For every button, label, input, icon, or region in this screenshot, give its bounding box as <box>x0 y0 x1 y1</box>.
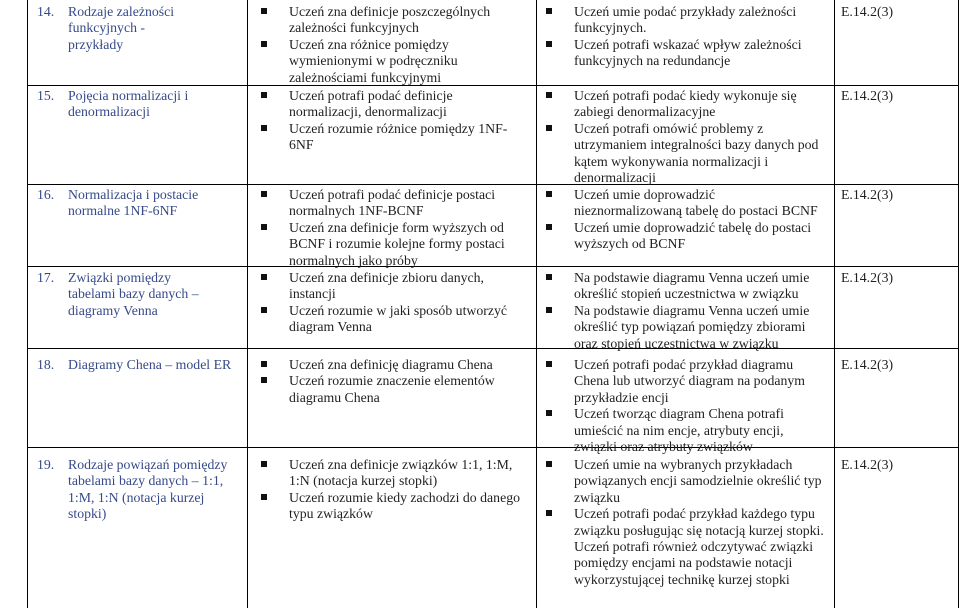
basic-goal-item <box>289 121 521 154</box>
extended-goals-list <box>574 187 826 253</box>
topic-cell: Rodzaje powiązań pomiędzy tabelami bazy danych – 1:1, 1:M, 1:N (notacja kurzej stopki) <box>68 457 228 522</box>
column-divider <box>27 0 28 608</box>
basic-goal-item <box>289 88 521 121</box>
basic-goal-text: Uczeń potrafi podać definicje postaci normalnych 1NF-BCNF <box>289 187 496 219</box>
basic-goals-list <box>289 4 521 86</box>
basic-goals-list <box>289 457 521 523</box>
topic-cell: Pojęcia normalizacji i denormalizacji <box>68 88 189 120</box>
basic-goal-text: Uczeń potrafi podać definicje normalizacji, denormalizacji <box>289 88 453 120</box>
row-number: 14. <box>37 4 55 19</box>
extended-goal-text: Uczeń umie doprowadzić nieznormalizowaną tabelę do postaci BCNF <box>574 187 818 219</box>
basic-goal-text: Uczeń rozumie kiedy zachodzi do danego typu związków <box>289 489 520 522</box>
basic-goal-item <box>289 4 521 37</box>
basic-goal-text: Uczeń zna definicje form wyższych od BCNF i rozumie kolejne formy postaci normalnych jako próby <box>289 219 505 268</box>
basic-goal-text: Uczeń zna różnice pomiędzy wymienionymi w podręczniku zależnościami funkcyjnymi <box>289 36 458 85</box>
extended-goals-list <box>574 457 826 588</box>
basic-goal-text: Uczeń zna definicje zbioru danych, instancji <box>289 270 484 302</box>
extended-goal-item <box>574 303 826 352</box>
basic-goal-text: Uczeń zna definicję diagramu Chena <box>289 357 493 372</box>
basic-goal-text: Uczeń zna definicje poszczególnych zależności funkcyjnych <box>289 4 491 36</box>
topic-cell: Związki pomiędzy tabelami bazy danych – diagramy Venna <box>68 270 199 318</box>
extended-goals-list <box>574 357 826 455</box>
basic-goal-item <box>289 357 521 373</box>
basic-goals-list <box>289 88 521 154</box>
extended-goal-item <box>574 457 826 506</box>
basic-goal-item <box>289 187 521 220</box>
extended-goal-text: Uczeń umie doprowadzić tabelę do postaci wyższych od BCNF <box>574 219 812 252</box>
extended-goal-text: Uczeń potrafi podać przykład każdego typu związku posługując się notacją kurzej stopki. Uczeń potrafi również odczytywać związki pomiędzy encjami na podstawie notacji wykorzystującej technikę kurzej stopki <box>574 506 824 587</box>
extended-goal-text: Uczeń potrafi podać przykład diagramu Chena lub utworzyć diagram na podanym przykładzie encji <box>574 357 806 405</box>
extended-goals-list <box>574 88 826 186</box>
extended-goal-item <box>574 406 826 455</box>
basic-goal-text: Uczeń rozumie w jaki sposób utworzyć diagram Venna <box>289 302 508 335</box>
extended-goal-text: Uczeń potrafi wskazać wpływ zależności funkcyjnych na redundancje <box>574 36 802 69</box>
row-number: 16. <box>37 187 55 202</box>
extended-goal-text: Na podstawie diagramu Venna uczeń umie określić typ powiązań pomiędzy zbiorami oraz stopień uczestnictwa w związku <box>574 302 810 351</box>
requirement-code: E.14.2(3) <box>841 457 894 472</box>
extended-goal-text: Na podstawie diagramu Venna uczeń umie określić stopień uczestnictwa w związku <box>574 270 810 302</box>
extended-goal-text: Uczeń tworząc diagram Chena potrafi umieścić na nim encje, atrybuty encji, związki oraz atrybuty związków <box>574 406 784 455</box>
basic-goal-item <box>289 457 521 490</box>
extended-goal-text: Uczeń umie podać przykłady zależności funkcyjnych. <box>574 4 797 36</box>
column-divider <box>247 0 248 608</box>
column-divider <box>834 0 835 608</box>
basic-goals-list <box>289 187 521 269</box>
basic-goal-text: Uczeń rozumie różnice pomiędzy 1NF-6NF <box>289 120 508 153</box>
extended-goal-item <box>574 121 826 187</box>
basic-goal-item <box>289 373 521 406</box>
topic-cell: Normalizacja i postacie normalne 1NF-6NF <box>68 187 199 219</box>
row-number: 18. <box>37 357 55 372</box>
extended-goal-item <box>574 220 826 253</box>
basic-goal-item <box>289 220 521 269</box>
requirement-code: E.14.2(3) <box>841 357 894 372</box>
requirement-code: E.14.2(3) <box>841 4 894 19</box>
basic-goal-item <box>289 270 521 303</box>
requirement-code: E.14.2(3) <box>841 88 894 103</box>
column-divider <box>536 0 537 608</box>
basic-goals-list <box>289 270 521 336</box>
requirement-code: E.14.2(3) <box>841 270 894 285</box>
row-number: 19. <box>37 457 55 472</box>
topic-cell: Rodzaje zależności funkcyjnych - przykłady <box>68 4 175 52</box>
extended-goal-item <box>574 357 826 406</box>
basic-goal-text: Uczeń rozumie znaczenie elementów diagramu Chena <box>289 373 495 405</box>
basic-goals-list <box>289 357 521 406</box>
row-number: 17. <box>37 270 55 285</box>
extended-goal-item <box>574 506 826 588</box>
basic-goal-text: Uczeń zna definicje związków 1:1, 1:M, 1:N (notacja kurzej stopki) <box>289 457 513 489</box>
extended-goals-list <box>574 4 826 70</box>
basic-goal-item <box>289 37 521 86</box>
extended-goal-item <box>574 187 826 220</box>
extended-goal-text: Uczeń potrafi podać kiedy wykonuje się zabiegi denormalizacyjne <box>574 88 797 120</box>
extended-goal-item <box>574 270 826 303</box>
extended-goal-item <box>574 4 826 37</box>
basic-goal-item <box>289 303 521 336</box>
extended-goal-text: Uczeń umie na wybranych przykładach powiązanych encji samodzielnie określić typ związku <box>574 457 822 505</box>
basic-goal-item <box>289 490 521 523</box>
requirement-code: E.14.2(3) <box>841 187 894 202</box>
topic-cell: Diagramy Chena – model ER <box>68 357 232 372</box>
extended-goals-list <box>574 270 826 352</box>
row-number: 15. <box>37 88 55 103</box>
extended-goal-item <box>574 37 826 70</box>
extended-goal-item <box>574 88 826 121</box>
extended-goal-text: Uczeń potrafi omówić problemy z utrzymaniem integralności bazy danych pod kątem wykonywania normalizacji i denormalizacji <box>574 120 819 186</box>
